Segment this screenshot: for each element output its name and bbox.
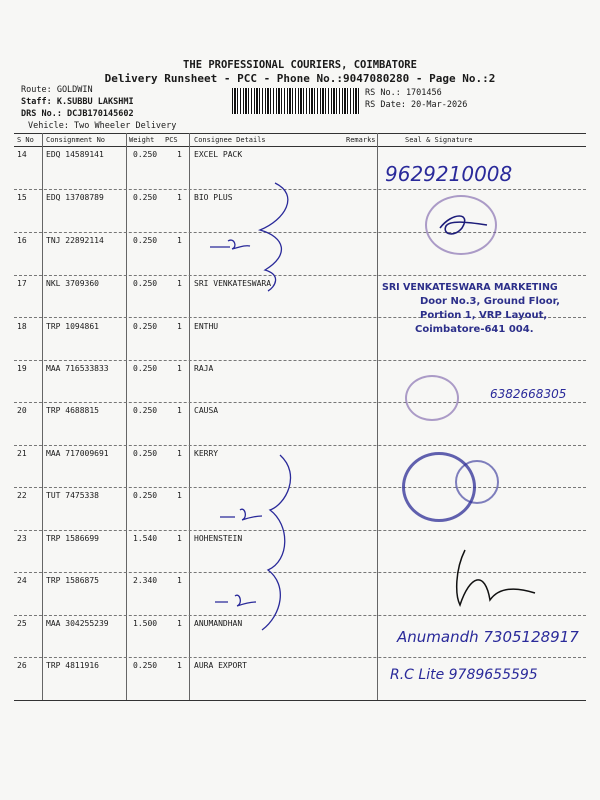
runsheet-subtitle: Delivery Runsheet - PCC - Phone No.:9047080280 - Page No.:2	[104, 72, 496, 85]
row-pcs: 1	[177, 322, 182, 331]
row-consignee: AURA EXPORT	[194, 661, 247, 670]
row-consignment: TNJ 22892114	[46, 236, 104, 245]
staff-label: Staff: K.SUBBU LAKSHMI	[21, 97, 134, 107]
col-consignment-header: Consignment No	[46, 136, 106, 144]
row-pcs: 1	[177, 236, 182, 245]
row-weight: 1.540	[133, 534, 158, 543]
stamp-line: Portion 1, VRP Layout,	[420, 310, 548, 321]
handwritten-note-25: Anumandh 7305128917	[397, 628, 579, 646]
col-pcs-header: PCS	[165, 136, 178, 144]
row-pcs: 1	[177, 449, 182, 458]
row-sno: 25	[17, 619, 27, 628]
row-consignment: TRP 4811916	[46, 661, 99, 670]
row-sno: 26	[17, 661, 27, 670]
handwritten-note-26: R.C Lite 9789655595	[390, 667, 538, 683]
row-consignment: TRP 1094861	[46, 322, 99, 331]
signature-scribble-22	[190, 450, 310, 640]
round-stamp	[455, 460, 499, 504]
row-pcs: 1	[177, 619, 182, 628]
row-weight: 0.250	[133, 406, 158, 415]
row-weight: 0.250	[133, 491, 158, 500]
row-pcs: 1	[177, 193, 182, 202]
table-top-border	[14, 133, 586, 134]
row-weight: 0.250	[133, 279, 158, 288]
row-consignee: CAUSA	[194, 406, 219, 415]
row-divider	[14, 445, 586, 446]
row-pcs: 1	[177, 150, 182, 159]
row-consignment: EDQ 13708789	[46, 193, 104, 202]
handwritten-phone-19: 6382668305	[490, 387, 567, 401]
col-sno-header: S No	[17, 136, 34, 144]
stamp-line: Coimbatore-641 004.	[415, 324, 534, 335]
rs-date: RS Date: 20-Mar-2026	[365, 100, 468, 110]
round-stamp	[405, 375, 459, 421]
row-sno: 20	[17, 406, 27, 415]
row-weight: 2.340	[133, 576, 158, 585]
col-seal-header: Seal & Signature	[405, 136, 473, 144]
row-weight: 0.250	[133, 193, 158, 202]
row-pcs: 1	[177, 364, 182, 373]
row-sno: 21	[17, 449, 27, 458]
row-consignment: MAA 304255239	[46, 619, 109, 628]
row-pcs: 1	[177, 406, 182, 415]
col-weight-header: Weight	[129, 136, 155, 144]
row-consignment: NKL 3709360	[46, 279, 99, 288]
row-weight: 0.250	[133, 449, 158, 458]
row-divider	[14, 657, 586, 658]
route-label: Route: GOLDWIN	[21, 85, 93, 95]
row-weight: 0.250	[133, 150, 158, 159]
row-sno: 22	[17, 491, 27, 500]
row-sno: 14	[17, 150, 27, 159]
col-consignee-header: Consignee Details	[194, 136, 266, 144]
row-consignment: TRP 4688815	[46, 406, 99, 415]
row-weight: 0.250	[133, 364, 158, 373]
row-divider	[14, 360, 586, 361]
handwritten-phone-14: 9629210008	[385, 162, 513, 186]
barcode	[232, 88, 360, 114]
table-bottom-border	[14, 700, 586, 701]
row-consignment: TRP 1586875	[46, 576, 99, 585]
row-consignee: BIO PLUS	[194, 193, 233, 202]
row-sno: 23	[17, 534, 27, 543]
row-consignee: RAJA	[194, 364, 214, 373]
row-consignee: HOHENSTEIN	[194, 534, 243, 543]
stamp-title: SRI VENKATESWARA MARKETING	[382, 282, 558, 293]
row-sno: 15	[17, 193, 27, 202]
signature-mark-15	[432, 210, 492, 240]
signature-mark-23	[425, 545, 545, 610]
row-sno: 16	[17, 236, 27, 245]
row-consignment: TUT 7475338	[46, 491, 99, 500]
row-sno: 19	[17, 364, 27, 373]
row-consignment: MAA 717009691	[46, 449, 109, 458]
row-consignee: ENTHU	[194, 322, 219, 331]
row-divider	[14, 402, 586, 403]
row-consignment: EDQ 14589141	[46, 150, 104, 159]
row-weight: 1.500	[133, 619, 158, 628]
row-consignee: EXCEL PACK	[194, 150, 243, 159]
row-weight: 0.250	[133, 661, 158, 670]
row-consignee: SRI VENKATESWARA	[194, 279, 272, 288]
company-title: THE PROFESSIONAL COURIERS, COIMBATORE	[183, 59, 417, 71]
row-sno: 17	[17, 279, 27, 288]
row-pcs: 1	[177, 534, 182, 543]
vehicle-label: Vehicle: Two Wheeler Delivery	[28, 121, 177, 131]
row-consignee: ANUMANDHAN	[194, 619, 243, 628]
signature-scribble-16	[190, 175, 310, 295]
row-consignee: KERRY	[194, 449, 219, 458]
drs-number: DRS No.: DCJB170145602	[21, 109, 134, 119]
row-weight: 0.250	[133, 322, 158, 331]
rs-number: RS No.: 1701456	[365, 88, 442, 98]
row-weight: 0.250	[133, 236, 158, 245]
header-bottom-border	[14, 146, 586, 147]
row-sno: 24	[17, 576, 27, 585]
row-consignment: MAA 716533833	[46, 364, 109, 373]
table-row	[0, 406, 600, 448]
col-remarks-header: Remarks	[346, 136, 376, 144]
row-pcs: 1	[177, 661, 182, 670]
row-sno: 18	[17, 322, 27, 331]
row-consignment: TRP 1586699	[46, 534, 99, 543]
row-pcs: 1	[177, 279, 182, 288]
row-pcs: 1	[177, 491, 182, 500]
stamp-line: Door No.3, Ground Floor,	[420, 296, 560, 307]
row-pcs: 1	[177, 576, 182, 585]
